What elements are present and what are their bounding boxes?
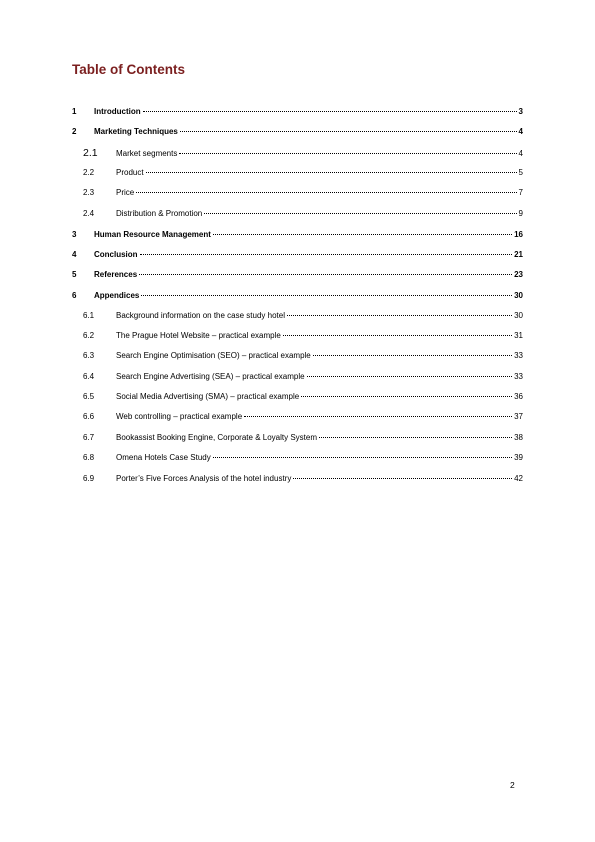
toc-entry-number: 2.2 bbox=[83, 168, 95, 177]
toc-entry[interactable] bbox=[72, 250, 523, 260]
toc-entry-label: Bookassist Booking Engine, Corporate & Loyalty System bbox=[116, 433, 317, 442]
toc-entry-number: 4 bbox=[72, 250, 77, 259]
toc-entry-number: 2 bbox=[72, 127, 77, 136]
toc-entry[interactable] bbox=[72, 474, 523, 484]
toc-dot-leader bbox=[244, 415, 512, 417]
toc-dot-leader bbox=[204, 212, 516, 214]
toc-dot-leader bbox=[313, 354, 512, 356]
toc-entry-page: 33 bbox=[514, 351, 523, 360]
toc-entry-page: 36 bbox=[514, 392, 523, 401]
toc-dot-leader bbox=[179, 152, 516, 154]
toc-entry-page: 3 bbox=[518, 107, 523, 116]
toc-entry-number: 2.1 bbox=[83, 147, 98, 159]
toc-entry-page: 4 bbox=[518, 149, 523, 158]
toc-entry[interactable] bbox=[72, 392, 523, 402]
toc-entry-label: Introduction bbox=[94, 107, 141, 116]
toc-entry-number: 6.6 bbox=[83, 412, 95, 421]
toc-entry[interactable] bbox=[72, 209, 523, 219]
toc-entry-page: 16 bbox=[514, 230, 523, 239]
toc-dot-leader bbox=[213, 233, 512, 235]
toc-entry-label: Search Engine Advertising (SEA) – practical example bbox=[116, 372, 305, 381]
toc-entry[interactable] bbox=[72, 412, 523, 422]
toc-entry-label: Product bbox=[116, 168, 144, 177]
toc-entry-label: The Prague Hotel Website – practical example bbox=[116, 331, 281, 340]
toc-entry[interactable] bbox=[72, 188, 523, 198]
toc-entry-label: Human Resource Management bbox=[94, 230, 211, 239]
toc-dot-leader bbox=[293, 477, 512, 479]
toc-entry-page: 42 bbox=[514, 474, 523, 483]
toc-entry-number: 6.1 bbox=[83, 311, 95, 320]
toc-entry-label: Omena Hotels Case Study bbox=[116, 453, 211, 462]
toc-entry-number: 6.7 bbox=[83, 433, 95, 442]
toc-dot-leader bbox=[307, 375, 513, 377]
toc-entry[interactable] bbox=[72, 270, 523, 280]
toc-entry-page: 37 bbox=[514, 412, 523, 421]
toc-entry-page: 9 bbox=[518, 209, 523, 218]
toc-entry[interactable] bbox=[72, 331, 523, 341]
toc-entry-number: 2.4 bbox=[83, 209, 95, 218]
toc-dot-leader bbox=[140, 253, 513, 255]
toc-dot-leader bbox=[139, 273, 512, 275]
toc-entry[interactable] bbox=[72, 351, 523, 361]
toc-entry-page: 4 bbox=[518, 127, 523, 136]
toc-entry-number: 6.4 bbox=[83, 372, 95, 381]
toc-entry[interactable] bbox=[72, 230, 523, 240]
toc-entry-number: 2.3 bbox=[83, 188, 95, 197]
toc-entry-label: Conclusion bbox=[94, 250, 138, 259]
toc-entry-label: Porter’s Five Forces Analysis of the hotel industry bbox=[116, 474, 292, 483]
toc-dot-leader bbox=[283, 334, 512, 336]
toc-entry[interactable] bbox=[72, 148, 523, 159]
toc-entry-page: 39 bbox=[514, 453, 523, 462]
toc-dot-leader bbox=[287, 314, 512, 316]
toc-entry-label: Background information on the case study hotel bbox=[116, 311, 285, 320]
toc-entry-page: 33 bbox=[514, 372, 523, 381]
toc-entry-label: Web controlling – practical example bbox=[116, 412, 243, 421]
page-number: 2 bbox=[510, 780, 515, 790]
toc-entry[interactable] bbox=[72, 372, 523, 382]
toc-entry-page: 31 bbox=[514, 331, 523, 340]
toc-entry-number: 6.5 bbox=[83, 392, 95, 401]
toc-dot-leader bbox=[301, 395, 512, 397]
toc-dot-leader bbox=[141, 294, 512, 296]
toc-dot-leader bbox=[180, 130, 517, 132]
toc-entry-page: 5 bbox=[518, 168, 523, 177]
toc-entry-label: Social Media Advertising (SMA) – practical example bbox=[116, 392, 300, 401]
toc-entry[interactable] bbox=[72, 453, 523, 463]
toc-entry-page: 30 bbox=[514, 291, 523, 300]
toc-entry-page: 7 bbox=[518, 188, 523, 197]
toc-entry-number: 1 bbox=[72, 107, 77, 116]
toc-entry-number: 6.2 bbox=[83, 331, 95, 340]
toc-entry-page: 30 bbox=[514, 311, 523, 320]
toc-entry-number: 6 bbox=[72, 291, 77, 300]
toc-entry[interactable] bbox=[72, 168, 523, 178]
toc-dot-leader bbox=[143, 110, 517, 112]
toc-dot-leader bbox=[213, 456, 512, 458]
toc-entry-label: Market segments bbox=[116, 149, 178, 158]
toc-entry[interactable] bbox=[72, 291, 523, 301]
toc-entry-number: 6.9 bbox=[83, 474, 95, 483]
toc-entry[interactable] bbox=[72, 107, 523, 117]
toc-entry-label: References bbox=[94, 270, 138, 279]
toc-dot-leader bbox=[319, 436, 512, 438]
toc-entry-label: Distribution & Promotion bbox=[116, 209, 203, 218]
toc-entry-label: Marketing Techniques bbox=[94, 127, 178, 136]
toc-dot-leader bbox=[146, 171, 517, 173]
toc-entry-label: Search Engine Optimisation (SEO) – practical example bbox=[116, 351, 311, 360]
toc-entry[interactable] bbox=[72, 127, 523, 137]
page-title: Table of Contents bbox=[72, 62, 185, 77]
toc-entry-label: Appendices bbox=[94, 291, 140, 300]
toc-entry-page: 23 bbox=[514, 270, 523, 279]
toc-entry[interactable] bbox=[72, 433, 523, 443]
toc-entry-number: 6.3 bbox=[83, 351, 95, 360]
toc-entry-number: 3 bbox=[72, 230, 77, 239]
toc-entry-number: 6.8 bbox=[83, 453, 95, 462]
toc-dot-leader bbox=[136, 191, 516, 193]
toc-entry-page: 21 bbox=[514, 250, 523, 259]
toc-entry[interactable] bbox=[72, 311, 523, 321]
toc-entry-page: 38 bbox=[514, 433, 523, 442]
toc-entry-number: 5 bbox=[72, 270, 77, 279]
toc-entry-label: Price bbox=[116, 188, 135, 197]
